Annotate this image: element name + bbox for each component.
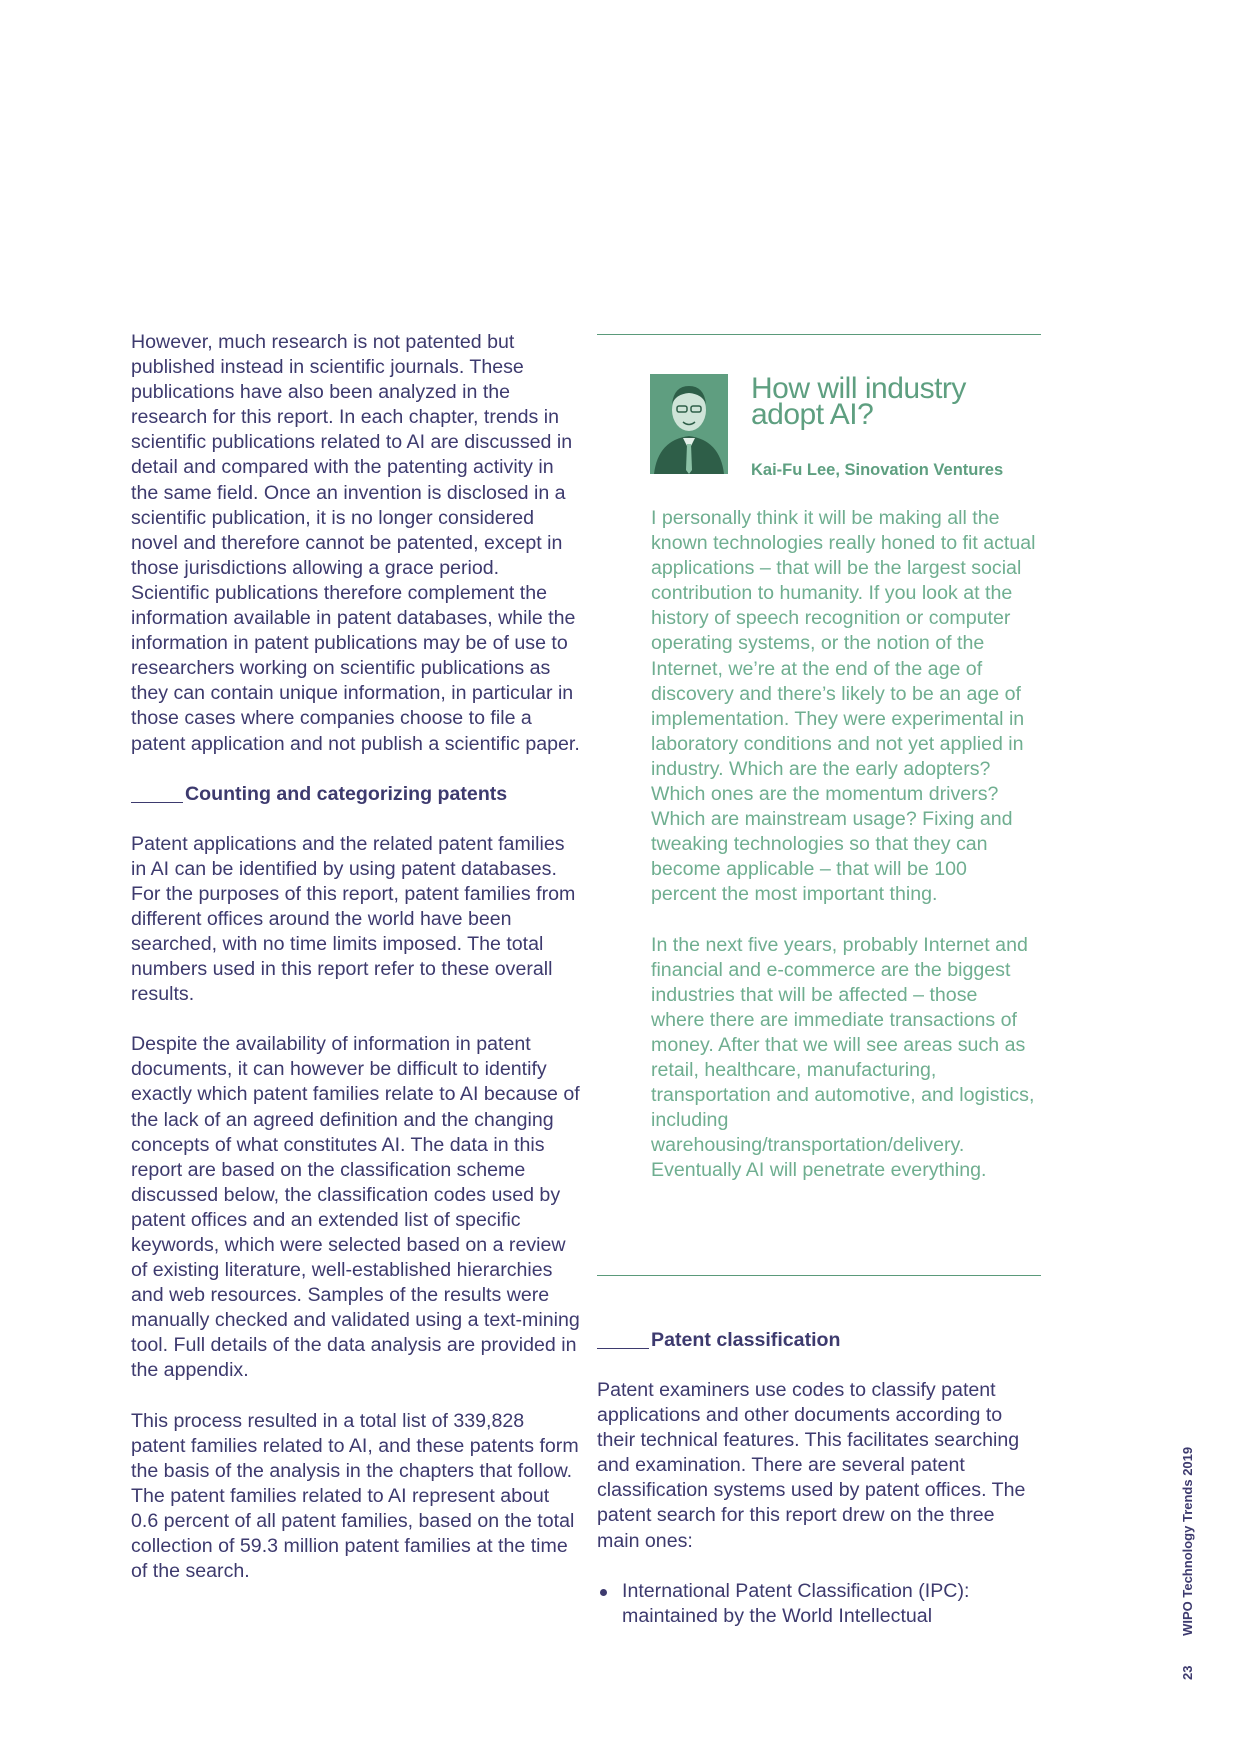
heading-rule bbox=[131, 802, 183, 803]
body-paragraph: Despite the availability of information in patent documents, it can however be difficult to identify exactly which patent families relate to AI because of the lack of an agreed definition and the changing concepts of what constitutes AI. The data in this report are based on the classification scheme discussed below, the classification codes used by patent offices and an extended list of specific keywords, which were selected based on a review of existing literature, well-established hierarchies and web resources. Samples of the results were manually checked and validated using a text-mining tool. Full details of the data analysis are provided in the appendix. bbox=[131, 1033, 580, 1382]
quote-paragraph: In the next five years, probably Internet and financial and e-commerce are the biggest industries that will be affected – those where there are immediate transactions of money. After that we will see areas such as retail, healthcare, manufacturing, transportation and automotive, and logistics, including warehousing/transportation/delivery. Eventually AI will penetrate everything. bbox=[651, 933, 1035, 1182]
interview-quote-box bbox=[597, 334, 1041, 1182]
list-item bbox=[597, 1579, 1041, 1629]
heading-rule bbox=[597, 1348, 649, 1349]
left-column bbox=[131, 330, 581, 1584]
body-paragraph: This process resulted in a total list of 339,828 patent families related to AI, and these patents form the basis of the analysis in the chapters that follow. The patent families related to AI represent about 0.6 percent of all patent families, based on the total collection of 59.3 million patent families at the time of the search. bbox=[131, 1409, 579, 1583]
quote-title: How will industry adopt AI? bbox=[751, 372, 966, 431]
quote-author: Kai-Fu Lee, Sinovation Ventures bbox=[751, 461, 1004, 479]
bullet-icon bbox=[600, 1589, 607, 1596]
page-footer bbox=[1180, 1447, 1196, 1680]
right-column bbox=[597, 334, 1041, 1627]
author-portrait bbox=[650, 374, 728, 474]
section-heading bbox=[597, 1328, 1041, 1353]
list-item-text: International Patent Classification (IPC): maintained by the World Intellectual bbox=[622, 1579, 970, 1627]
patent-classification-section bbox=[597, 1328, 1041, 1629]
page-number: 23 bbox=[1180, 1665, 1195, 1680]
divider bbox=[597, 334, 1041, 335]
portrait-image-icon bbox=[650, 374, 728, 474]
bullet-list bbox=[597, 1579, 1041, 1629]
quote-paragraph: I personally think it will be making all the known technologies really honed to fit actual applications – that will be the largest social contribution to humanity. If you look at the history of speech recognition or computer operating systems, or the notion of the Internet, we’re at the end of the age of discovery and there’s likely to be an age of implementation. They were experimental in laboratory conditions and not yet applied in industry. Which are the early adopters? Which ones are the momentum drivers? Which are mainstream usage? Fixing and tweaking technologies so that they can become applicable – that will be 100 percent the most important thing. bbox=[651, 507, 1036, 906]
body-paragraph: Patent applications and the related patent families in AI can be identified by using patent databases. For the purposes of this report, patent families from different offices around the world have been searched, with no time limits imposed. The total numbers used in this report refer to these overall results. bbox=[131, 832, 576, 1006]
section-heading-text: Counting and categorizing patents bbox=[185, 782, 508, 805]
body-paragraph: However, much research is not patented but published instead in scientific journals. These publications have also been analyzed in the research for this report. In each chapter, trends in scientific publications related to AI are discussed in detail and compared with the patenting activity in the same field. Once an invention is disclosed in a scientific publication, it is no longer considered novel and therefore cannot be patented, except in those jurisdictions allowing a grace period. Scientific publications therefore complement the information available in patent databases, while the information in patent publications may be of use to researchers working on scientific publications as they can contain unique information, in particular in those cases where companies choose to file a patent application and not publish a scientific paper. bbox=[131, 331, 580, 755]
section-heading bbox=[131, 782, 581, 807]
body-paragraph: Patent examiners use codes to classify patent applications and other documents according to their technical features. This facilitates searching and examination. There are several patent classification systems used by patent offices. The patent search for this report drew on the three main ones: bbox=[597, 1379, 1026, 1552]
section-heading-text: Patent classification bbox=[651, 1329, 841, 1351]
divider bbox=[597, 1275, 1041, 1276]
quote-body bbox=[651, 506, 1036, 1208]
publication-title: WIPO Technology Trends 2019 bbox=[1180, 1446, 1195, 1636]
